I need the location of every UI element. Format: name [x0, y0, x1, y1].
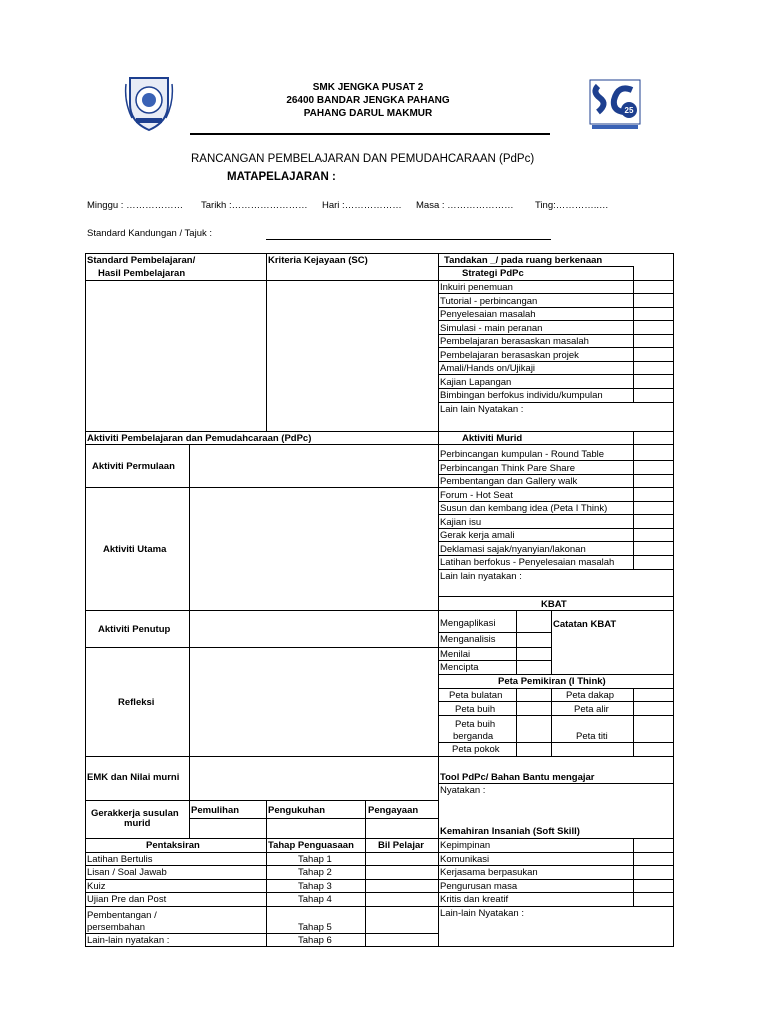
susulan-label: Gerakkerja susulan	[91, 808, 179, 819]
strategi-check-cell[interactable]	[634, 294, 673, 306]
pengayaan-header: Pengayaan	[368, 805, 419, 816]
tahap-item: Tahap 4	[298, 894, 332, 905]
strategi-item: Kajian Lapangan	[440, 377, 512, 388]
strategi-item: Pembelajaran berasaskan masalah	[440, 336, 589, 347]
school-crest-icon	[124, 74, 174, 132]
peta-item: Peta buih	[455, 719, 496, 730]
susulan-label-2: murid	[124, 818, 151, 829]
tool-nyatakan[interactable]: Nyatakan :	[440, 785, 486, 796]
col-standard-pembelajaran: Standard Pembelajaran/	[87, 255, 196, 266]
pentaksiran-item: Lain-lain nyatakan :	[87, 935, 170, 946]
kbat-item: Mencipta	[440, 662, 479, 673]
aktiviti-murid-header: Aktiviti Murid	[462, 433, 523, 444]
field-masa[interactable]: Masa : …………………	[416, 200, 514, 211]
col-hasil-pembelajaran: Hasil Pembelajaran	[98, 268, 186, 279]
soft-skill-item: Komunikasi	[440, 854, 490, 865]
tahap-item: Tahap 6	[298, 935, 332, 946]
soft-skill-item: Lain-lain Nyatakan :	[440, 908, 524, 919]
header-divider	[190, 133, 550, 135]
peta-item: Peta alir	[574, 704, 609, 715]
emk-label: EMK dan Nilai murni	[87, 772, 180, 783]
aktiviti-murid-item: Lain lain nyatakan :	[440, 571, 522, 582]
soft-skill-item: Pengurusan masa	[440, 881, 518, 892]
field-hari[interactable]: Hari :………………	[322, 200, 402, 211]
strategi-item: Pembelajaran berasaskan projek	[440, 350, 579, 361]
aktiviti-utama-input[interactable]	[190, 488, 437, 609]
pentaksiran-header: Pentaksiran	[146, 840, 200, 851]
emk-input[interactable]	[190, 757, 437, 799]
subject-label: MATAPELAJARAN :	[227, 171, 336, 183]
soft-skill-item: Kepimpinan	[440, 840, 491, 851]
strategi-item: Bimbingan berfokus individu/kumpulan	[440, 390, 603, 401]
peta-item: Peta bulatan	[449, 690, 503, 701]
field-tarikh[interactable]: Tarikh :……………………	[201, 200, 308, 211]
activity-header: Aktiviti Pembelajaran dan Pemudahcaraan (PdPc)	[87, 433, 312, 444]
kbat-header: KBAT	[541, 599, 567, 610]
catatan-kbat-label: Catatan KBAT	[553, 619, 617, 630]
tahap-item: Tahap 1	[298, 854, 332, 865]
pentaksiran-item: Pembentangan /	[87, 910, 157, 921]
pengukuhan-header: Pengukuhan	[268, 805, 326, 816]
aktiviti-murid-item: Deklamasi sajak/nyanyian/lakonan	[440, 544, 586, 555]
pentaksiran-item: Latihan Bertulis	[87, 854, 153, 865]
peta-item: Peta titi	[576, 731, 608, 742]
field-minggu[interactable]: Minggu : ………………	[87, 200, 184, 211]
anniversary-logo-icon	[588, 78, 642, 132]
svg-text:25: 25	[624, 106, 634, 115]
aktiviti-murid-item: Perbincangan kumpulan - Round Table	[440, 449, 605, 460]
aktiviti-murid-item: Susun dan kembang idea (Peta I Think)	[440, 503, 608, 514]
aktiviti-penutup-input[interactable]	[190, 611, 437, 646]
pentaksiran-item: Kuiz	[87, 881, 106, 892]
pentaksiran-item: persembahan	[87, 922, 146, 933]
refleksi-input[interactable]	[190, 648, 437, 755]
tahap-item: Tahap 2	[298, 867, 332, 878]
aktiviti-murid-item: Latihan berfokus - Penyelesaian masalah	[440, 557, 615, 568]
aktiviti-permulaan-label: Aktiviti Permulaan	[92, 461, 175, 472]
school-name: SMK JENGKA PUSAT 2	[312, 82, 424, 93]
school-address-line2: PAHANG DARUL MAKMUR	[303, 108, 433, 119]
tahap-penguasaan-header: Tahap Penguasaan	[268, 840, 354, 851]
strategi-item: Penyelesaian masalah	[440, 309, 536, 320]
aktiviti-penutup-label: Aktiviti Penutup	[98, 624, 171, 635]
aktiviti-utama-label: Aktiviti Utama	[103, 544, 167, 555]
peta-item: berganda	[453, 731, 494, 742]
aktiviti-murid-item: Pembentangan dan Gallery walk	[440, 476, 578, 487]
aktiviti-permulaan-input[interactable]	[190, 445, 437, 486]
aktiviti-murid-item: Forum - Hot Seat	[440, 490, 513, 501]
tahap-item: Tahap 3	[298, 881, 332, 892]
pentaksiran-item: Lisan / Soal Jawab	[87, 867, 167, 878]
pentaksiran-item: Ujian Pre dan Post	[87, 894, 167, 905]
peta-item: Peta pokok	[452, 744, 500, 755]
field-ting[interactable]: Ting:…………..…	[535, 200, 609, 211]
refleksi-label: Refleksi	[118, 697, 155, 708]
standard-kandungan-line	[266, 239, 551, 240]
tool-header: Tool PdPc/ Bahan Bantu mengajar	[440, 772, 595, 783]
strategi-item: Lain lain Nyatakan :	[440, 404, 524, 415]
strategi-item: Simulasi - main peranan	[440, 323, 543, 334]
school-address-line1: 26400 BANDAR JENGKA PAHANG	[286, 95, 450, 106]
col-kriteria-kejayaan: Kriteria Kejayaan (SC)	[268, 255, 368, 266]
peta-item: Peta buih	[455, 704, 496, 715]
soft-skill-item: Kerjasama berpasukan	[440, 867, 538, 878]
kbat-item: Menganalisis	[440, 634, 496, 645]
soft-skill-item: Kritis dan kreatif	[440, 894, 509, 905]
pemulihan-header: Pemulihan	[191, 805, 240, 816]
strategi-item: Inkuiri penemuan	[440, 282, 513, 293]
strategi-header: Strategi PdPc	[462, 268, 524, 279]
field-standard-kandungan[interactable]: Standard Kandungan / Tajuk :	[87, 228, 213, 239]
peta-header: Peta Pemikiran (I Think)	[498, 676, 606, 687]
aktiviti-murid-item: Gerak kerja amali	[440, 530, 515, 541]
strategi-check-cell[interactable]	[634, 281, 673, 293]
strategi-item: Amali/Hands on/Ujikaji	[440, 363, 536, 374]
kbat-item: Mengaplikasi	[440, 618, 496, 629]
strategi-item: Tutorial - perbincangan	[440, 296, 538, 307]
aktiviti-murid-item: Kajian isu	[440, 517, 482, 528]
strategi-check-cell[interactable]	[634, 308, 673, 320]
tahap-item: Tahap 5	[298, 922, 332, 933]
kbat-item: Menilai	[440, 649, 471, 660]
col-tandakan: Tandakan _/ pada ruang berkenaan	[444, 255, 603, 266]
page-title: RANCANGAN PEMBELAJARAN DAN PEMUDAHCARAAN (PdPc)	[191, 153, 535, 165]
peta-item: Peta dakap	[566, 690, 615, 701]
bil-pelajar-header: Bil Pelajar	[378, 840, 424, 851]
aktiviti-murid-item: Perbincangan Think Pare Share	[440, 463, 576, 474]
soft-skill-header: Kemahiran Insaniah (Soft Skill)	[440, 826, 580, 837]
